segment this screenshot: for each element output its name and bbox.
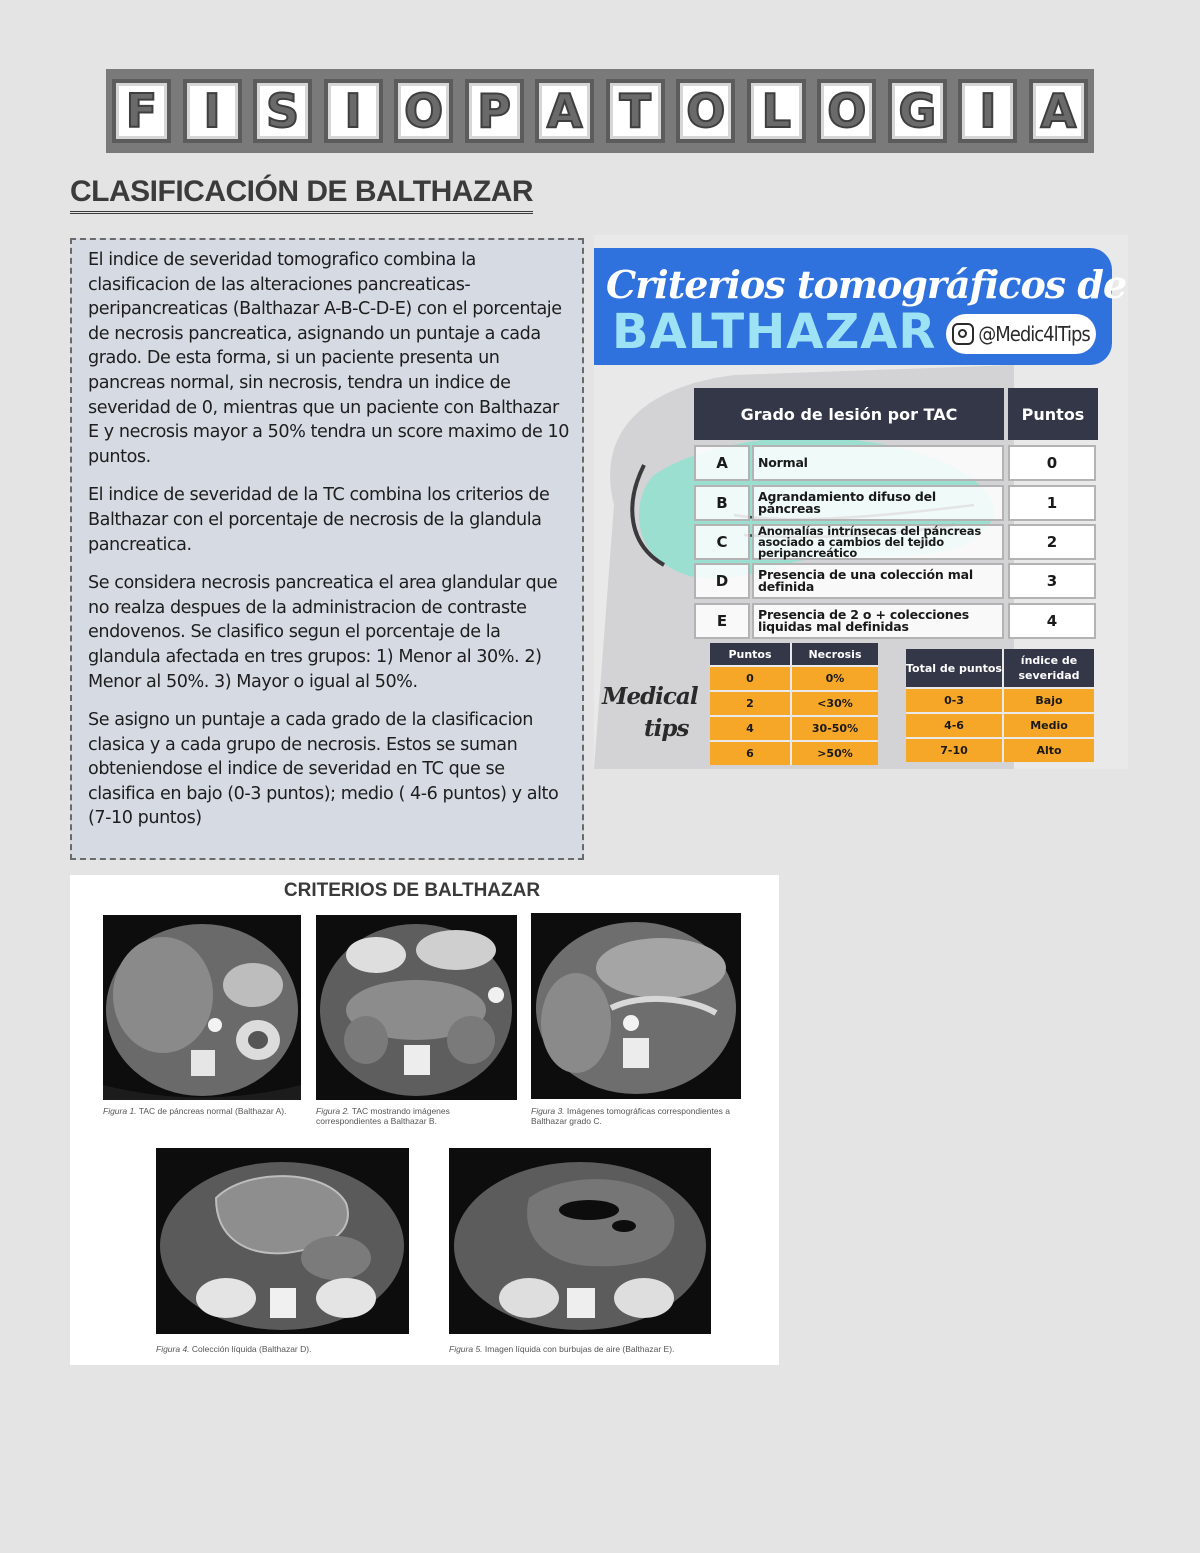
instagram-icon [952,323,974,345]
grade-header: Grado de lesión por TAC [694,388,1004,440]
severity-cell: 0-3 [906,689,1002,712]
ct-image [449,1148,711,1334]
infographic-subtitle: BALTHAZAR [612,304,937,360]
caption-label: Figura 3. [531,1106,565,1116]
figure-caption [156,1344,409,1354]
section-heading: CLASIFICACIÓN DE BALTHAZAR [70,174,533,214]
necrosis-cell: 2 [710,692,790,715]
necrosis-cell: 0% [792,667,878,690]
grade-description: Normal [752,445,1004,481]
banner-letter: F [112,79,171,143]
paragraph: Se considera necrosis pancreatica el area glandular que no realza despues de la administracion de contraste endovenos. Se clasifico segun el porcentaje de la glandula afectada en tres grupos: 1) Menor al 30%. 2) Menor al 50%. 3) Mayor o igual al 50%. [88,573,558,692]
banner-letter: O [676,79,735,143]
explanation-box [70,238,584,860]
paragraph: Se asigno un puntaje a cada grado de la clasificacion clasica y a cada grupo de necrosis. Estos se suman obteniendose el indice de severidad en TC que se clasifica en bajo (0-3 puntos); medio ( 4-6 puntos) y alto (7-10 puntos) [88,710,559,829]
necrosis-table [710,643,878,765]
figure-caption [449,1344,739,1354]
severity-cell: Medio [1004,714,1094,737]
ct-image [156,1148,409,1334]
necrosis-cell: <30% [792,692,878,715]
figure-title: CRITERIOS DE BALTHAZAR [283,880,541,901]
grade-letter: B [694,485,750,521]
infographic-title: Criterios tomográficos de [606,262,1127,307]
grade-description: Agrandamiento difuso del páncreas [752,485,1004,521]
infographic-header [594,248,1127,365]
grade-description: Presencia de 2 o + colecciones liquidas mal definidas [752,603,1004,639]
logo-text: tips [644,715,689,742]
severity-header: Total de puntos [906,649,1002,687]
ct-image [103,915,301,1100]
caption-label: Figura 4. [156,1344,190,1354]
banner-letter: S [253,79,312,143]
severity-cell: Bajo [1004,689,1094,712]
necrosis-cell: 0 [710,667,790,690]
grade-points: 2 [1008,524,1096,560]
grade-letter: C [694,524,750,560]
banner-letter: I [183,79,242,143]
banner-letter: O [817,79,876,143]
grade-points: 1 [1008,485,1096,521]
ct-image [531,913,741,1099]
grade-letter: A [694,445,750,481]
caption-text: TAC de páncreas normal (Balthazar A). [138,1106,287,1116]
banner-letter: G [888,79,947,143]
handle-text: @Medic4lTips [978,322,1090,346]
points-header: Puntos [1008,388,1098,440]
caption-text: Imagen líquida con burbujas de aire (Balthazar E). [484,1344,675,1354]
necrosis-cell: >50% [792,742,878,765]
banner-letter: A [535,79,594,143]
severity-cell: 4-6 [906,714,1002,737]
severity-cell: Alto [1004,739,1094,762]
figure-caption [531,1106,741,1126]
banner-letter: T [606,79,665,143]
balthazar-infographic [594,235,1128,769]
grade-letter: E [694,603,750,639]
ct-figure-panel [70,875,779,1365]
paragraph: El indice de severidad tomografico combina la clasificacion de las alteraciones pancreaticas-peripancreaticas (Balthazar A-B-C-D-E) con el porcentaje de necrosis pancreatica, asignando un puntaje a cada grado. De esta forma, si un paciente presenta un pancreas normal, sin necrosis, tendra un indice de severidad de 0, mientras que un paciente con Balthazar E y necrosis mayor a 50% tendra un score maximo de 10 puntos. [88,250,570,467]
banner-letter: A [1029,79,1088,143]
necrosis-header: Puntos [710,643,790,665]
banner-letter: P [465,79,524,143]
necrosis-cell: 30-50% [792,717,878,740]
logo-text: Medical [602,683,698,710]
severity-table [906,649,1094,762]
caption-label: Figura 5. [449,1344,483,1354]
caption-text: Colección líquida (Balthazar D). [191,1344,312,1354]
banner-letter: L [747,79,806,143]
caption-label: Figura 1. [103,1106,137,1116]
grade-points: 3 [1008,563,1096,599]
necrosis-header: Necrosis [792,643,878,665]
severity-cell: 7-10 [906,739,1002,762]
grade-description: Anomalías intrínsecas del páncreas asociado a cambios del tejido peripancreático [752,524,1004,560]
necrosis-cell: 4 [710,717,790,740]
grade-points: 0 [1008,445,1096,481]
figure-caption [103,1106,301,1116]
caption-text: Imágenes tomográficas correspondientes a Balthazar grado C. [531,1106,730,1126]
paragraph: El indice de severidad de la TC combina los criterios de Balthazar con el porcentaje de necrosis de la glandula pancreatica. [88,485,550,555]
medical-tips-logo [602,675,698,755]
grade-letter: D [694,563,750,599]
caption-label: Figura 2. [316,1106,350,1116]
title-banner [106,69,1094,153]
ct-image [316,915,517,1100]
severity-header: índice de severidad [1004,649,1094,687]
banner-letter: I [324,79,383,143]
necrosis-cell: 6 [710,742,790,765]
banner-letter: I [958,79,1017,143]
grade-points: 4 [1008,603,1096,639]
caption-text: TAC mostrando imágenes correspondientes a Balthazar B. [316,1106,450,1126]
social-handle [946,314,1096,354]
figure-caption [316,1106,517,1126]
banner-letter: O [394,79,453,143]
grade-description: Presencia de una colección mal definida [752,563,1004,599]
